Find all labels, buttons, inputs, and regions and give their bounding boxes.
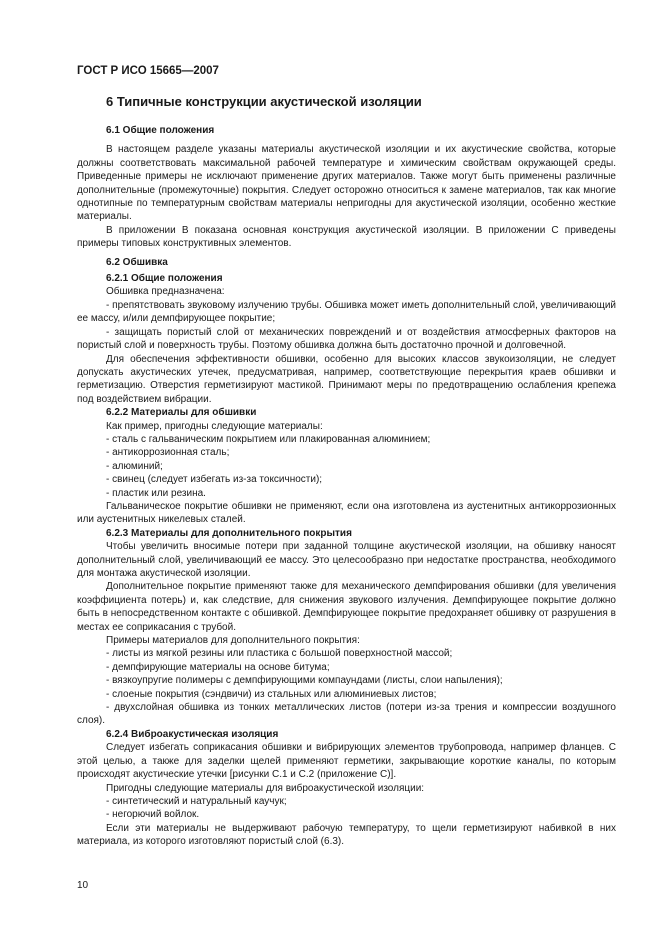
paragraph: Пригодны следующие материалы для виброакустической изоляции:: [106, 782, 425, 794]
paragraph: Следует избегать соприкасания обшивки и вибрирующих элементов трубопровода, например фланцев. С этой целью, а также для заделки щелей применяют герметики, закрывающие короткие каналы, по которым происходят акустические утечки [рисунки С.1 и С.2 (приложение С)].: [77, 742, 616, 781]
paragraph: Дополнительное покрытие применяют также для механического демпфирования обшивки (для увеличения коэффициента потерь) и, как следствие, для снижения звукового излучения. Демпфирующее покрытие должно быть в непосредственном контакте с обшивкой. Демпфирующее покрытие предохраняет обшивку от разрушения в местах ее соприкасания с трубой.: [77, 581, 616, 633]
paragraph: - вязкоупругие полимеры с демпфирующими компаундами (листы, слои напыления);: [106, 675, 503, 687]
paragraph: - алюминий;: [106, 460, 163, 472]
paragraph: - антикоррозионная сталь;: [106, 447, 230, 459]
document-body: [77, 124, 616, 849]
paragraph: Как пример, пригодны следующие материалы:: [106, 420, 323, 432]
paragraph: - демпфирующие материалы на основе битума;: [106, 661, 330, 673]
paragraph: - листы из мягкой резины или пластика с большой поверхностной массой;: [106, 648, 453, 660]
paragraph: - сталь с гальваническим покрытием или плакированная алюминием;: [106, 433, 431, 445]
paragraph: Обшивка предназначена:: [106, 286, 225, 298]
paragraph: - свинец (следует избегать из-за токсичности);: [106, 474, 323, 486]
subsection-heading: 6.2.1 Общие положения: [106, 273, 223, 285]
paragraph: В приложении В показана основная конструкция акустической изоляции. В приложении С приведены примеры типовых конструктивных элементов.: [77, 224, 616, 250]
subsection-heading: 6.2.2 Материалы для обшивки: [106, 407, 257, 419]
standard-designation: ГОСТ Р ИСО 15665—2007: [77, 65, 219, 77]
paragraph: В настоящем разделе указаны материалы акустической изоляции и их акустические свойства, которые должны соответствовать максимальной рабочей температуре и химическим свойствам окружающей среды. Приведенные примеры не исключают применение других материалов. Также могут быть применены различные дополнительные (промежуточные) покрытия. Следует осторожно относиться к замене материалов, так как многие однотипные по температурным свойствам материалы непригодны для акустической изоляции, особенно жесткие материалы.: [77, 144, 616, 223]
paragraph: - слоеные покрытия (сэндвичи) из стальных или алюминиевых листов;: [106, 688, 437, 700]
paragraph: Если эти материалы не выдерживают рабочую температуру, то щели герметизируют набивкой в них материала, из которого изготовляют пористый слой (6.3).: [77, 822, 616, 848]
subsection-heading: 6.2.3 Материалы для дополнительного покрытия: [106, 527, 352, 539]
subsection-heading: 6.1 Общие положения: [106, 125, 215, 136]
paragraph: Для обеспечения эффективности обшивки, особенно для высоких классов звукоизоляции, не следует допускать акустических утечек, предусматривая, например, соответствующие перекрытия краев обшивки и герметизацию. Отверстия герметизируют мастикой. Принимают меры по предотвращению ослабления крепежа под воздействием вибрации.: [77, 353, 616, 405]
paragraph: - пластик или резина.: [106, 487, 206, 499]
paragraph: - двухслойная обшивка из тонких металлических листов (потери из-за трения и компрессии воздушного слоя).: [77, 702, 616, 727]
paragraph: - негорючий войлок.: [106, 809, 200, 821]
page-number: 10: [77, 880, 89, 891]
paragraph: - синтетический и натуральный каучук;: [106, 795, 287, 807]
paragraph: - защищать пористый слой от механических повреждений и от воздействия атмосферных факторов на пористый слой и поверхность трубы. Поэтому обшивка должна быть достаточно прочной и долговечной.: [77, 326, 616, 352]
paragraph: Примеры материалов для дополнительного покрытия:: [106, 635, 360, 647]
subsection-heading: 6.2.4 Виброакустическая изоляция: [106, 728, 279, 740]
paragraph: Чтобы увеличить вносимые потери при заданной толщине акустической изоляции, на обшивку наносят дополнительный слой, увеличивающий ее массу. Это целесообразно при недостатке пространства, необходимого для монтажа акустической изоляции.: [77, 541, 616, 579]
section-title: 6 Типичные конструкции акустической изоляции: [106, 94, 422, 109]
paragraph: Гальваническое покрытие обшивки не применяют, если она изготовлена из аустенитных антикоррозионных или аустенитных никелевых сталей.: [77, 500, 616, 526]
paragraph: - препятствовать звуковому излучению трубы. Обшивка может иметь дополнительный слой, увеличивающий ее массу, и/или демпфирующее покрытие;: [77, 299, 616, 325]
subsection-heading: 6.2 Обшивка: [106, 256, 168, 268]
